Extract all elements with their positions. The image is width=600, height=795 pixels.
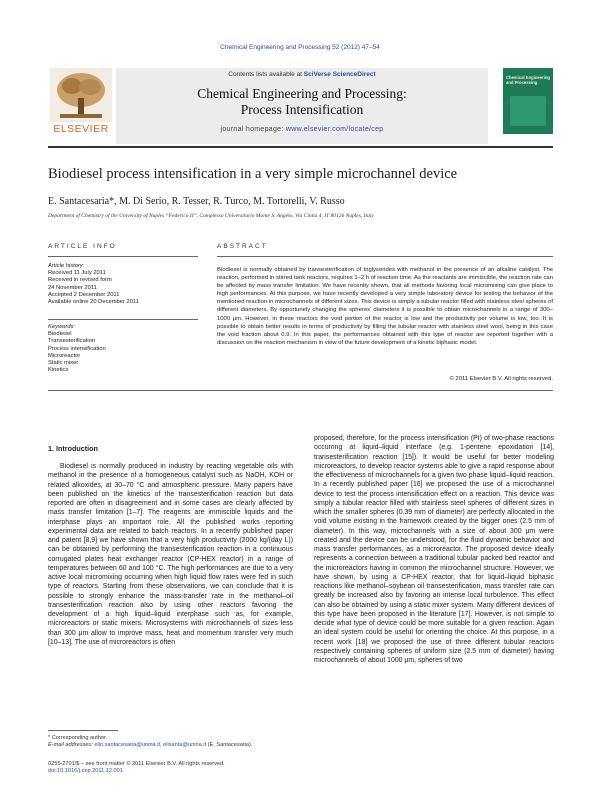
abstract-heading: ABSTRACT (217, 243, 268, 250)
article-history (48, 263, 198, 306)
running-head: Chemical Engineering and Processing 52 (2012) 47–54 (220, 44, 380, 51)
sciverse-link[interactable]: SciVerse ScienceDirect (303, 71, 376, 78)
email-note (48, 742, 298, 749)
email-owner: (E. Santacesaria). (206, 742, 253, 748)
keyword: Static mixer (48, 360, 79, 367)
intro-right-column (314, 434, 554, 665)
intro-left-column (48, 462, 293, 647)
intro-paragraph: Biodiesel is normally produced in industry by reacting vegetable oils with methanol in the presence of a homogeneous catalyst such as NaOH, KOH or related alkoxides, at 30–70 °C and atmospheric pressure. Many papers have been published on the kinetics of the transesterification reaction but data reported are often in disagreement and in some cases are clearly affected by mass transfer limitation [1–7]. The reagents are immiscible liquids and the interphase plays an important role. All the published works reporting experimental data are related to batch reactors. In a recently published paper and patent [8,9] we have shown that a very high productivity (2000 kg/(day L)) can be obtained by performing the transesterification reaction in a continuous corrugated plates heat exchanger reactor (CP-HEX reactor) in a range of temperatures between 60 and 100 °C. The high performances are due to a very active local micromixing occurring when high liquid flow rates were fed in such type of reactors. Starting from these observations, we can conclude that it is possible to strongly enhance the mass-transfer rate in the methanol–oil transesterification reaction also by using other reactors favoring the development of a high liquid–liquid interphase such as, for example, microreactors or static mixers. Microsystems with microchannels of sizes less than 300 μm allow to improve mass, heat and momentum transfer very much [10–13]. The use of microreactors is often (48, 463, 293, 646)
history-item: Received in revised form (48, 277, 112, 284)
history-label: Article history: (48, 263, 85, 269)
journal-homepage (116, 126, 488, 133)
contents-prefix: Contents lists available at (228, 71, 304, 78)
history-item: Received 11 July 2011 (48, 270, 106, 277)
header-rule (48, 146, 553, 148)
history-item: Available online 20 December 2011 (48, 299, 139, 306)
keywords-rule (48, 319, 198, 320)
cover-title: Chemical Engineering and Processing (506, 75, 550, 85)
journal-title-line1: Chemical Engineering and Processing: (197, 86, 407, 101)
doi-link[interactable]: doi:10.1016/j.cep.2011.12.001 (48, 768, 123, 774)
email-links[interactable]: elio.santacesaria@unina.it, elisanta@unina.it (94, 742, 207, 748)
footnotes (48, 735, 298, 749)
corresponding-author-note: * Corresponding author. (48, 735, 108, 741)
homepage-prefix: journal homepage: (220, 126, 286, 133)
elsevier-wordmark: ELSEVIER (53, 123, 109, 135)
journal-title-line2: Process Intensification (240, 102, 364, 117)
keyword: Kinetics (48, 367, 69, 374)
intro-paragraph-continued: proposed, therefore, for the process intensification (PI) of two-phase reactions occurring at liquid–liquid interface (e.g. 1-pentene epoxidation [14], transesterification reaction [15]). It would be useful for better modeling microreactors, to develop reactor systems able to give a rapid response about the effectiveness of microchannels for a given two phase liquid–liquid reaction. In a recently published paper [16] we proposed the use of a microchannel device to test the process intensification effect on a reaction. This device was simply a tubular reactor filled with stainless steel spheres of different sizes in which the smaller spheres (0.39 mm of diameter) are perfectly allocated in the void volume existing in the framework created by the bigger ones (2.5 mm of diameter). In this way, microchannels with a size of about 300 μm were created and the device can be understood, for the fluid dynamic behavior and mass transfer performances, as a microreactor. The proposed device ideally represents a connection between a traditional tubular packed bed reactor and the microreactors having in common the microchannel structure. However, we have shown, by using a CP-HEX reactor, that for liquid–liquid biphasic reactions like methanol–soybean oil transesterification, mass transfer rate can greatly be increased also by favoring an intense local turbulence. This effect can also be obtained by using a static mixer system. Many different devices of this type have been proposed in the literature [17]. However, is not simple to decide what type of device could be more suitable for a given reaction. Again an ideal system could be useful for orienting the choice. At this purpose, in a recent work [18] we proposed the use of three different tubular reactors respectively containing spheres of uniform size (2.5 mm of diameter) having microchannels of about 1000 μm, spheres of two (314, 435, 554, 664)
keyword: Transesterification (48, 338, 96, 345)
history-item: Accepted 2 December 2011 (48, 291, 120, 298)
keyword: Biodiesel (48, 331, 72, 338)
abstract-copyright: © 2011 Elsevier B.V. All rights reserved. (449, 376, 553, 382)
article-meta-footer (48, 761, 348, 775)
affiliation: Department of Chemistry of the University of Naples “Federico II”, Complesso Universitario Monte S. Angelo, Via Cintia 4, IT 80126 Naples, Italy (48, 213, 374, 219)
footnote-rule (48, 730, 118, 731)
history-item: 24 November 2011 (48, 284, 97, 291)
cover-graphic (510, 96, 546, 126)
keyword: Microreactor (48, 352, 81, 359)
abstract-rule (217, 256, 553, 257)
keywords (48, 324, 198, 374)
keywords-label: Keywords: (48, 324, 76, 330)
contents-line (116, 71, 488, 78)
issn-line: 0255-2701/$ – see front matter © 2011 Elsevier B.V. All rights reserved. (48, 761, 225, 767)
email-label: E-mail addresses: (48, 742, 95, 748)
journal-title (116, 86, 488, 118)
elsevier-tree-logo (50, 68, 112, 122)
article-info-rule (48, 256, 198, 257)
article-title: Biodiesel process intensification in a very simple microchannel device (48, 166, 458, 182)
author-list: E. Santacesaria*, M. Di Serio, R. Tesser, R. Turco, M. Tortorelli, V. Russo (48, 196, 345, 207)
article-info-heading: ARTICLE INFO (48, 243, 117, 250)
abstract-body: Biodiesel is normally obtained by transesterification of triglycerides with methanol in the presence of an alkaline catalyst. The reaction, performed in stirred tank reactors, requires 1–2 h of reaction time. As the reactants are immiscible, the reaction rate can be affected by mass transfer limitation. We have recently shown, that all methods favoring local micromixing can give place to high performances. At this purpose, we have recently developed a very simple laboratory device for testing the behavior of the mentioned reaction in microchannels of different sizes. This device is simply a tubular reactor filled with stainless steel spheres of different diameters. By opportunely changing the spheres’ diameters it is possible to obtain microchannels in a range of 300–1000 μm. However, in these reactors the void portion of the reactor is low and the productivity per volume is low, too. It is possible to obtain better results in terms of productivity by filling the tubular reactor with stainless steel wool, being in this case the void fraction about 0.9. In this paper, the performances obtained with this type of reactor are reported together with a discussion on the reaction mechanism in view of the future development of a kinetic biphasic model. (217, 267, 553, 346)
homepage-link[interactable]: www.elsevier.com/locate/cep (285, 126, 384, 133)
introduction-heading: 1. Introduction (48, 444, 98, 453)
keyword: Process intensification (48, 345, 106, 352)
abstract-bottom-rule (48, 390, 553, 391)
